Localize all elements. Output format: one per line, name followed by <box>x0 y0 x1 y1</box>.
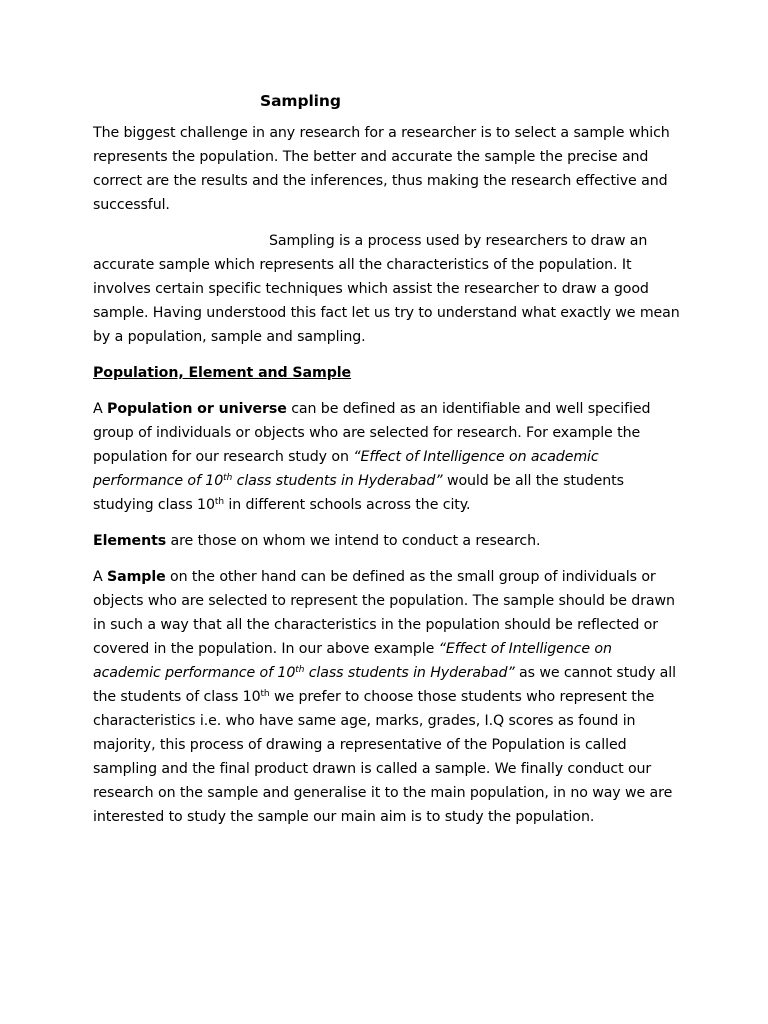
elements-term: Elements <box>93 533 167 549</box>
sample-text-1: on the other hand can be defined as the small group of individuals or objects who are selected to represent the population. The sample should be drawn in such a way that all the characteristics in the population should be reflected or covered in the population. In our above example <box>93 569 675 657</box>
sample-quote-a: “Effect of Intelligence on academic performance of 10 <box>93 641 612 681</box>
sample-quote-b: class students in Hyderabad” <box>304 665 515 681</box>
sample-term: Sample <box>107 569 166 585</box>
population-superscript: th <box>214 497 224 507</box>
population-text-1: can be defined as an identifiable and well specified group of individuals or objects who are selected for research. For example the population for our research study on <box>93 401 651 465</box>
population-term: Population or universe <box>107 401 287 417</box>
sample-text-3: we prefer to choose those students who represent the characteristics i.e. who have same age, marks, grades, I.Q scores as found in majority, this process of drawing a representative of the Population is called sampling and the final product drawn is called a sample. We finally conduct our research on the sample and generalise it to the main population, in no way we are interested to study the sample our main aim is to study the population. <box>93 689 673 825</box>
elements-text: are those on whom we intend to conduct a research. <box>166 533 541 549</box>
sample-lead: A <box>93 569 108 585</box>
population-text-2: would be all the students studying class 10 <box>93 473 624 513</box>
sample-text-2: as we cannot study all the students of class 10 <box>93 665 676 705</box>
population-quote-a: “Effect of Intelligence on academic performance of 10 <box>93 449 599 489</box>
page-title: Sampling <box>260 92 341 110</box>
population-quote-b: class students in Hyderabad” <box>232 473 443 489</box>
population-quote-superscript: th <box>223 473 233 483</box>
population-lead: A <box>93 401 108 417</box>
sample-quote-superscript: th <box>295 665 305 675</box>
population-text-3: in different schools across the city. <box>223 497 471 513</box>
elements-paragraph <box>93 529 683 553</box>
sample-superscript: th <box>260 689 270 699</box>
intro-paragraph: The biggest challenge in any research for a researcher is to select a sample which represents the population. The better and accurate the sample the precise and correct are the results and the inferences, thus making the research effective and successful. <box>93 125 670 213</box>
section-heading: Population, Element and Sample <box>93 365 352 381</box>
sample-paragraph <box>93 565 683 829</box>
population-paragraph <box>93 397 683 517</box>
sampling-definition-paragraph: Sampling is a process used by researchers to draw an accurate sample which represents all the characteristics of the population. It involves certain specific techniques which assist the researcher to draw a good sample. Having understood this fact let us try to understand what exactly we mean by a population, sample and sampling. <box>93 233 680 345</box>
document-body <box>93 90 683 841</box>
